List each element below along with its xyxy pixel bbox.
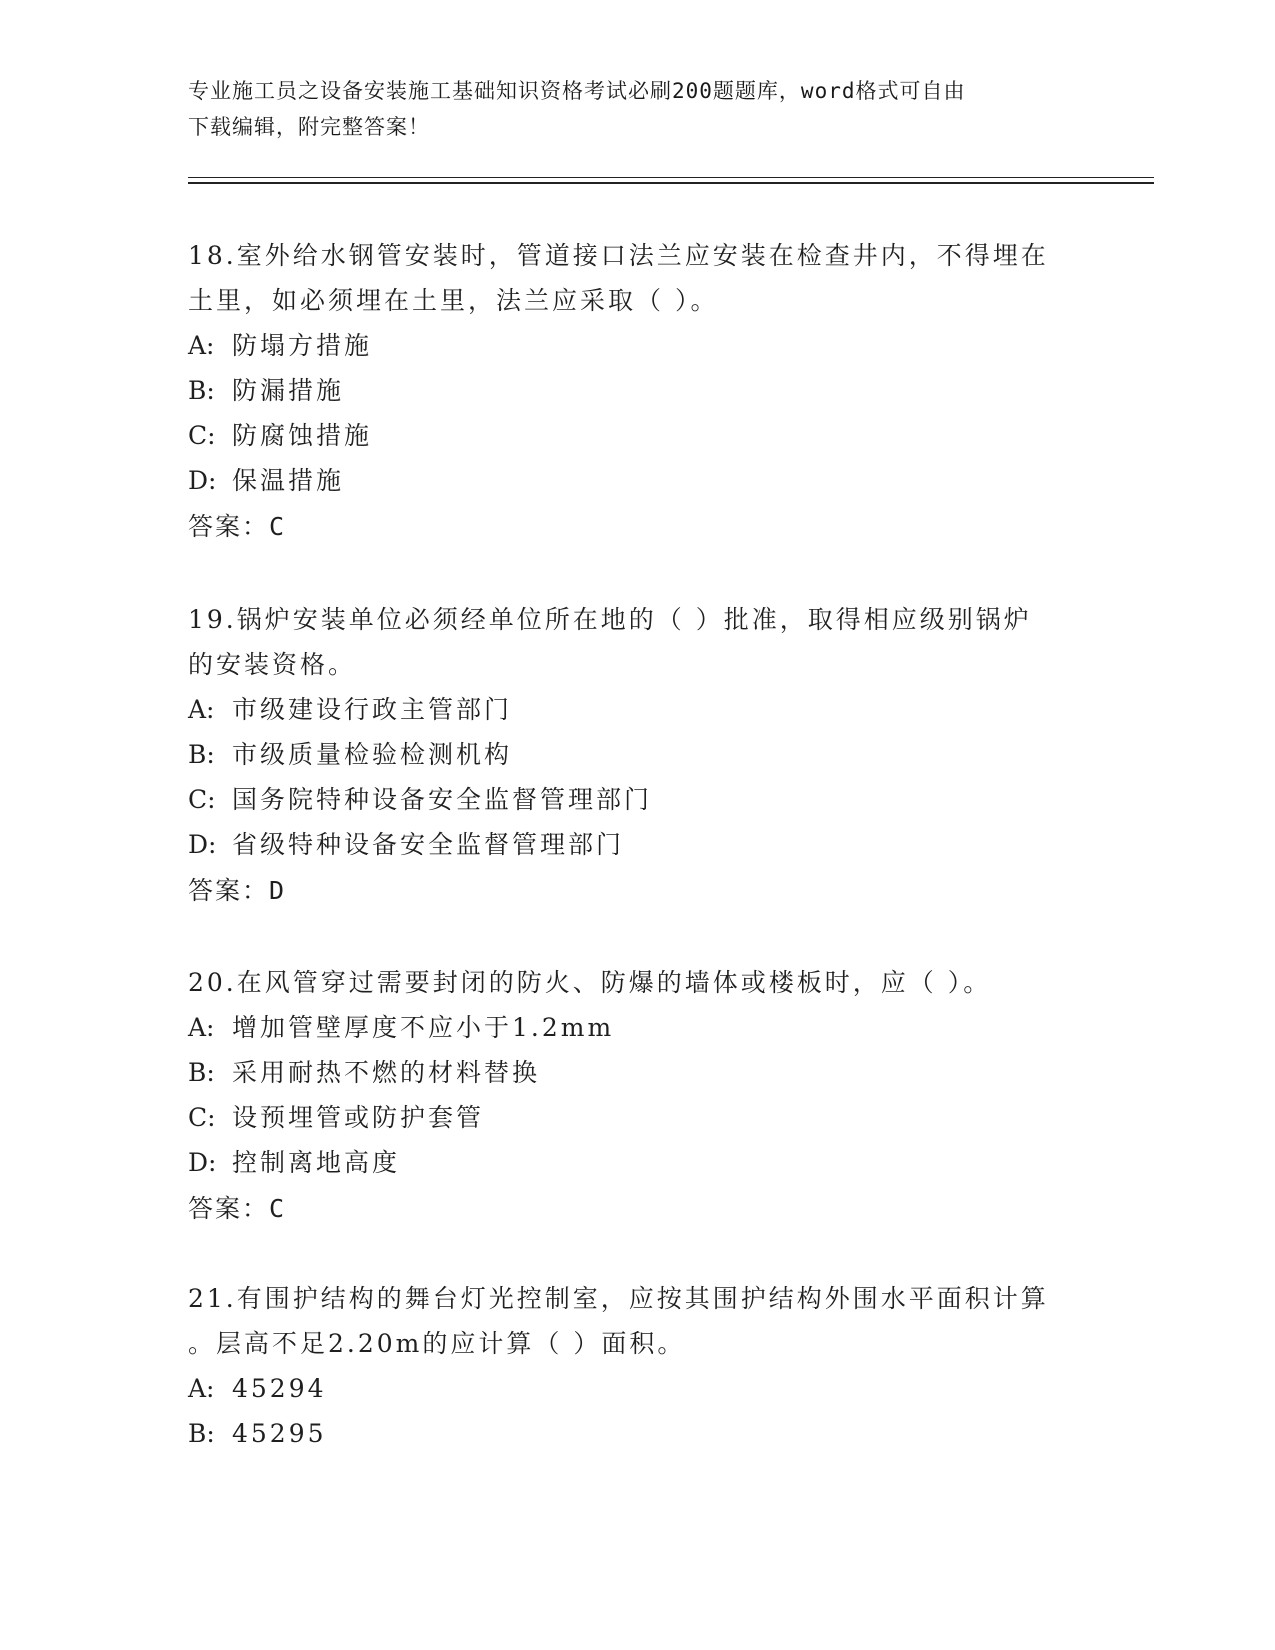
- option-letter: C:: [188, 1103, 216, 1132]
- option-letter: B:: [188, 1419, 215, 1448]
- header-line-1: 专业施工员之设备安装施工基础知识资格考试必刷200题题库，word格式可自由: [188, 79, 966, 103]
- option-text: 省级特种设备安全监督管理部门: [232, 830, 625, 859]
- header-divider-thick: [188, 182, 1154, 184]
- header-divider-thin: [188, 177, 1154, 178]
- option-c: [188, 413, 1088, 458]
- option-letter: B:: [188, 740, 215, 769]
- option-text: 保温措施: [232, 466, 345, 495]
- answer-line: 答案：C: [188, 1194, 287, 1223]
- option-text: 防漏措施: [232, 376, 345, 405]
- header-line-2: 下载编辑，附完整答案！: [188, 115, 430, 139]
- option-d: [188, 458, 1088, 503]
- option-text: 采用耐热不燃的材料替换: [232, 1058, 541, 1087]
- option-letter: D:: [188, 830, 217, 859]
- option-text: 设预埋管或防护套管: [232, 1103, 485, 1132]
- question-stem: [188, 233, 1088, 323]
- option-text: 控制离地高度: [232, 1148, 401, 1177]
- option-text: 防腐蚀措施: [232, 421, 373, 450]
- option-a: [188, 1366, 1088, 1411]
- question-19: [188, 597, 1088, 915]
- question-stem: [188, 1276, 1088, 1366]
- question-stem-line-2: 土里，如必须埋在土里，法兰应采取（ ）。: [188, 286, 719, 315]
- option-a: [188, 1005, 1088, 1050]
- answer-line: 答案：D: [188, 876, 287, 905]
- option-b: [188, 368, 1088, 413]
- option-letter: C:: [188, 421, 216, 450]
- option-c: [188, 777, 1088, 822]
- option-d: [188, 1140, 1088, 1185]
- option-c: [188, 1095, 1088, 1140]
- option-letter: C:: [188, 785, 216, 814]
- question-stem-line-2: 。层高不足2.20m的应计算（ ）面积。: [188, 1329, 686, 1358]
- option-letter: D:: [188, 466, 217, 495]
- question-21: [188, 1276, 1088, 1456]
- question-stem-line-1: 21.有围护结构的舞台灯光控制室，应按其围护结构外围水平面积计算: [188, 1284, 1049, 1313]
- option-letter: A:: [188, 695, 215, 724]
- option-text: 防塌方措施: [232, 331, 373, 360]
- option-text: 45294: [232, 1374, 327, 1403]
- option-text: 市级建设行政主管部门: [232, 695, 513, 724]
- option-letter: B:: [188, 376, 215, 405]
- option-b: [188, 1050, 1088, 1095]
- answer-line: 答案：C: [188, 512, 287, 541]
- question-stem-line-1: 18.室外给水钢管安装时，管道接口法兰应安装在检查井内，不得埋在: [188, 241, 1049, 270]
- option-b: [188, 732, 1088, 777]
- option-a: [188, 323, 1088, 368]
- question-stem-line-1: 20.在风管穿过需要封闭的防火、防爆的墙体或楼板时，应（ ）。: [188, 968, 992, 997]
- option-letter: B:: [188, 1058, 215, 1087]
- option-text: 市级质量检验检测机构: [232, 740, 513, 769]
- option-a: [188, 687, 1088, 732]
- option-b: [188, 1411, 1088, 1456]
- option-letter: D:: [188, 1148, 217, 1177]
- question-18: [188, 233, 1088, 551]
- document-header: [188, 73, 1068, 145]
- option-d: [188, 822, 1088, 867]
- question-stem: [188, 960, 1088, 1005]
- question-20: [188, 960, 1088, 1233]
- option-letter: A:: [188, 1374, 215, 1403]
- question-stem: [188, 597, 1088, 687]
- option-text: 45295: [232, 1419, 327, 1448]
- option-letter: A:: [188, 1013, 215, 1042]
- option-text: 国务院特种设备安全监督管理部门: [232, 785, 653, 814]
- option-letter: A:: [188, 331, 215, 360]
- option-text: 增加管壁厚度不应小于1.2mm: [232, 1013, 615, 1042]
- question-stem-line-2: 的安装资格。: [188, 650, 357, 679]
- question-stem-line-1: 19.锅炉安装单位必须经单位所在地的（ ）批准，取得相应级别锅炉: [188, 605, 1032, 634]
